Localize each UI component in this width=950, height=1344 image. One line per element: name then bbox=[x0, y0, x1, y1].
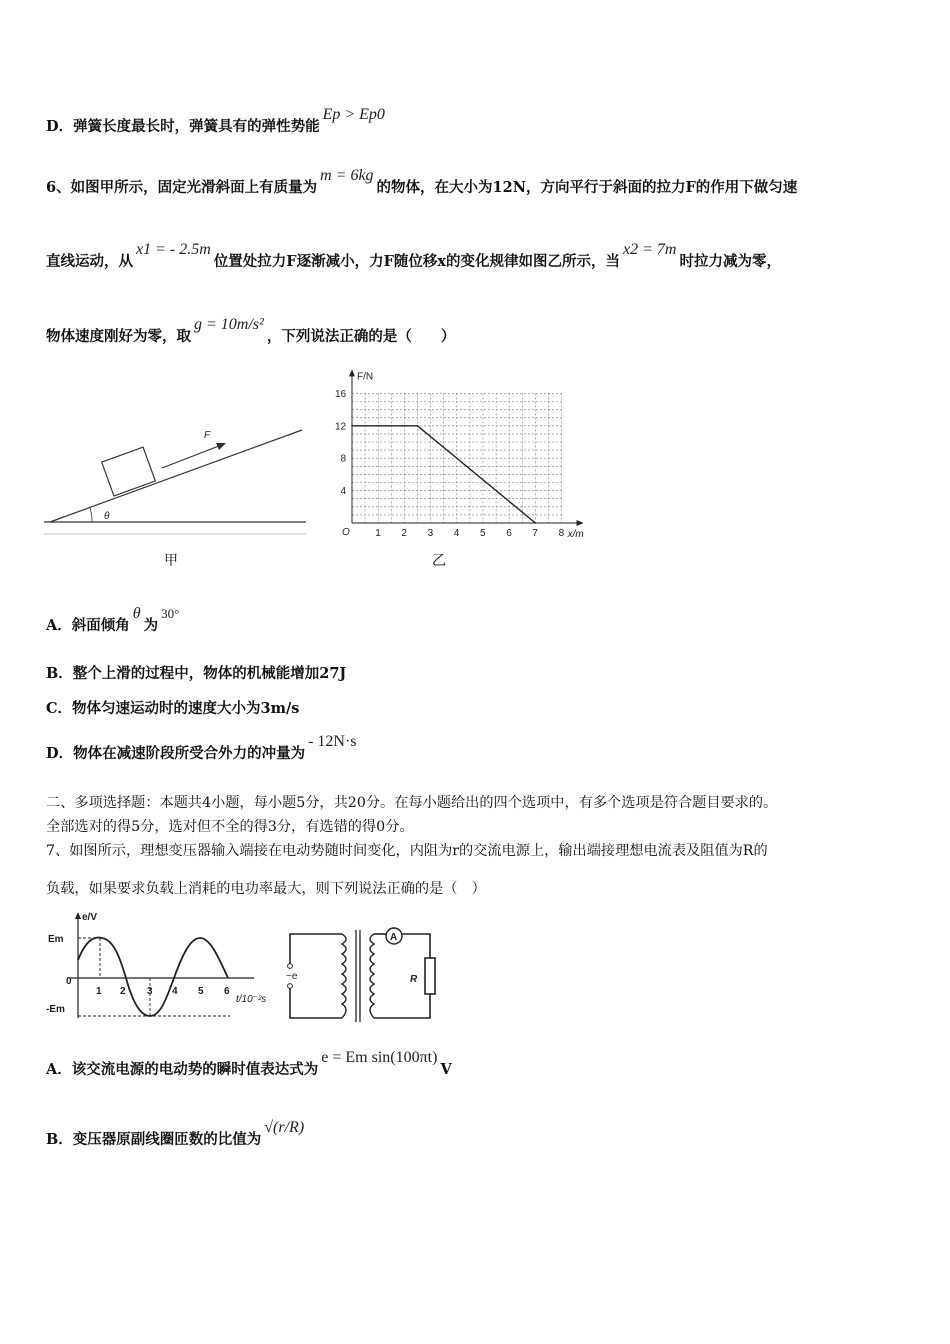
q7-option-b bbox=[46, 1119, 307, 1149]
q7-option-b-text: B．变压器原副线圈匝数的比值为 bbox=[46, 1131, 262, 1148]
q6-line2-a: 直线运动，从 bbox=[46, 253, 133, 270]
wave-tick-2: 2 bbox=[120, 986, 126, 997]
fx-x-tick-label: 2 bbox=[401, 528, 407, 539]
fx-y-arrow bbox=[349, 369, 355, 376]
q6-x2-math: x2 = 7m bbox=[623, 241, 677, 258]
fig-yi-label: 乙 bbox=[432, 553, 446, 569]
q6-line3-b: ，下列说法正确的是（ ） bbox=[266, 328, 456, 345]
wave-tick-4: 4 bbox=[172, 986, 178, 997]
primary-coil bbox=[342, 934, 346, 1018]
fx-x-arrow bbox=[577, 520, 584, 526]
q6-option-a-text: A．斜面倾角 bbox=[46, 617, 130, 634]
wave-tick-5: 5 bbox=[198, 986, 204, 997]
q7-option-a bbox=[46, 1049, 452, 1079]
q7-option-a-text: A．该交流电源的电动势的瞬时值表达式为 bbox=[46, 1061, 319, 1078]
force-arrow bbox=[162, 444, 224, 468]
fx-y-tick-label: 12 bbox=[335, 421, 347, 433]
angle-label: θ bbox=[104, 511, 110, 522]
source-label: ~e bbox=[286, 971, 298, 982]
wave-y-label: e/V bbox=[82, 912, 98, 923]
q6-option-d-math: - 12N·s bbox=[308, 733, 357, 750]
q6-option-a-text2: 为 bbox=[143, 617, 159, 634]
q6-option-a-theta: θ bbox=[132, 605, 141, 622]
q6-line3-a: 物体速度刚好为零，取 bbox=[46, 328, 191, 345]
q7-option-a-unit: V bbox=[440, 1061, 452, 1078]
wave-y-arrow bbox=[75, 912, 81, 919]
fx-y-label: F/N bbox=[357, 371, 374, 383]
q6-line1-a: 6、如图甲所示，固定光滑斜面上有质量为 bbox=[46, 179, 318, 196]
wave-neg-em-label: -Em bbox=[46, 1004, 65, 1015]
incline-figure bbox=[44, 420, 314, 540]
fx-data-point bbox=[535, 522, 537, 524]
q6-line1-b: 的物体，在大小为12N，方向平行于斜面的拉力F的作用下做匀速 bbox=[376, 179, 798, 196]
fx-x-tick-label: 1 bbox=[375, 528, 381, 539]
secondary-wire-bottom bbox=[374, 994, 430, 1018]
q5-option-d bbox=[46, 106, 388, 136]
q5-option-d-math: Ep > Ep0 bbox=[322, 106, 385, 123]
q6-option-d-text: D．物体在减速阶段所受合外力的冲量为 bbox=[46, 745, 306, 762]
resistor bbox=[425, 958, 435, 994]
secondary-coil bbox=[370, 934, 374, 1018]
q6-line2-b: 位置处拉力F逐渐减小，力F随位移x的变化规律如图乙所示，当 bbox=[213, 253, 621, 270]
wave-em-label: Em bbox=[48, 934, 64, 945]
incline-slope bbox=[50, 430, 302, 522]
fig-jia-label: 甲 bbox=[164, 553, 178, 569]
fx-data-point bbox=[417, 425, 419, 427]
fx-y-tick-label: 16 bbox=[335, 388, 347, 400]
q6-option-d bbox=[46, 733, 360, 763]
fx-tick-labels bbox=[335, 389, 565, 539]
wave-figure bbox=[44, 910, 280, 1022]
fx-x-label: x/m bbox=[567, 529, 584, 540]
source-terminal-top bbox=[288, 964, 293, 969]
fx-x-tick-label: 6 bbox=[506, 528, 512, 539]
wave-tick-1: 1 bbox=[96, 986, 102, 997]
q6-g-math: g = 10m/s² bbox=[194, 316, 264, 333]
fx-x-tick-label: 5 bbox=[480, 528, 486, 539]
q7-line-1: 7、如图所示，理想变压器输入端接在电动势随时间变化，内阻为r的交流电源上，输出端接理想电流表及阻值为R的 bbox=[46, 843, 768, 859]
section2-heading-2: 全部选对的得5分，选对但不全的得3分，有选错的得0分。 bbox=[46, 819, 414, 835]
resistor-label: R bbox=[410, 974, 418, 985]
q5-option-d-text: D．弹簧长度最长时，弹簧具有的弹性势能 bbox=[46, 118, 320, 135]
fx-x-tick-label: 8 bbox=[558, 528, 565, 539]
fx-origin-label: O bbox=[342, 527, 350, 538]
fx-x-tick-label: 3 bbox=[427, 528, 434, 539]
q6-mass-math: m = 6kg bbox=[320, 167, 374, 184]
fx-x-tick-label: 4 bbox=[453, 528, 460, 539]
angle-arc bbox=[90, 508, 92, 522]
secondary-wire-top-b bbox=[402, 934, 430, 958]
q7-line-2: 负载，如果要求负载上消耗的电功率最大，则下列说法正确的是（ ） bbox=[46, 881, 486, 897]
wave-origin-label: 0 bbox=[66, 976, 72, 987]
section2-heading-1: 二、多项选择题：本题共4小题，每小题5分，共20分。在每小题给出的四个选项中，有多个选项是符合题目要求的。 bbox=[46, 795, 778, 811]
wave-tick-3: 3 bbox=[147, 986, 153, 997]
q6-x1-math: x1 = - 2.5m bbox=[136, 241, 211, 258]
fx-y-tick-label: 8 bbox=[340, 453, 347, 465]
force-arrowhead bbox=[216, 443, 226, 450]
force-label: F bbox=[204, 430, 211, 441]
wave-tick-6: 6 bbox=[224, 986, 230, 997]
transformer-circuit bbox=[282, 926, 442, 1024]
q6-option-a bbox=[46, 605, 182, 635]
wave-curve bbox=[78, 938, 228, 1016]
source-terminal-bottom bbox=[288, 984, 293, 989]
q6-line-2 bbox=[46, 241, 781, 271]
fx-x-tick-label: 7 bbox=[532, 528, 538, 539]
incline-block bbox=[102, 447, 156, 496]
q6-line2-c: 时拉力减为零， bbox=[679, 253, 781, 270]
fx-chart bbox=[330, 365, 602, 545]
q7-option-a-math: e = Em sin(100πt) bbox=[321, 1049, 438, 1066]
q6-option-c: C．物体匀速运动时的速度大小为3m/s bbox=[46, 700, 300, 717]
q7-option-b-math: √(r/R) bbox=[264, 1119, 305, 1136]
q6-option-b: B．整个上滑的过程中，物体的机械能增加27J bbox=[46, 665, 347, 682]
fx-data-point bbox=[351, 425, 353, 427]
ammeter-label: A bbox=[390, 932, 398, 943]
q6-option-a-angle: 30° bbox=[161, 606, 180, 621]
wave-x-label: t/10⁻²s bbox=[236, 994, 267, 1005]
fx-y-tick-label: 4 bbox=[340, 486, 347, 498]
primary-wire bbox=[290, 934, 342, 1018]
q6-line-1 bbox=[46, 167, 798, 197]
q6-line-3 bbox=[46, 316, 456, 346]
